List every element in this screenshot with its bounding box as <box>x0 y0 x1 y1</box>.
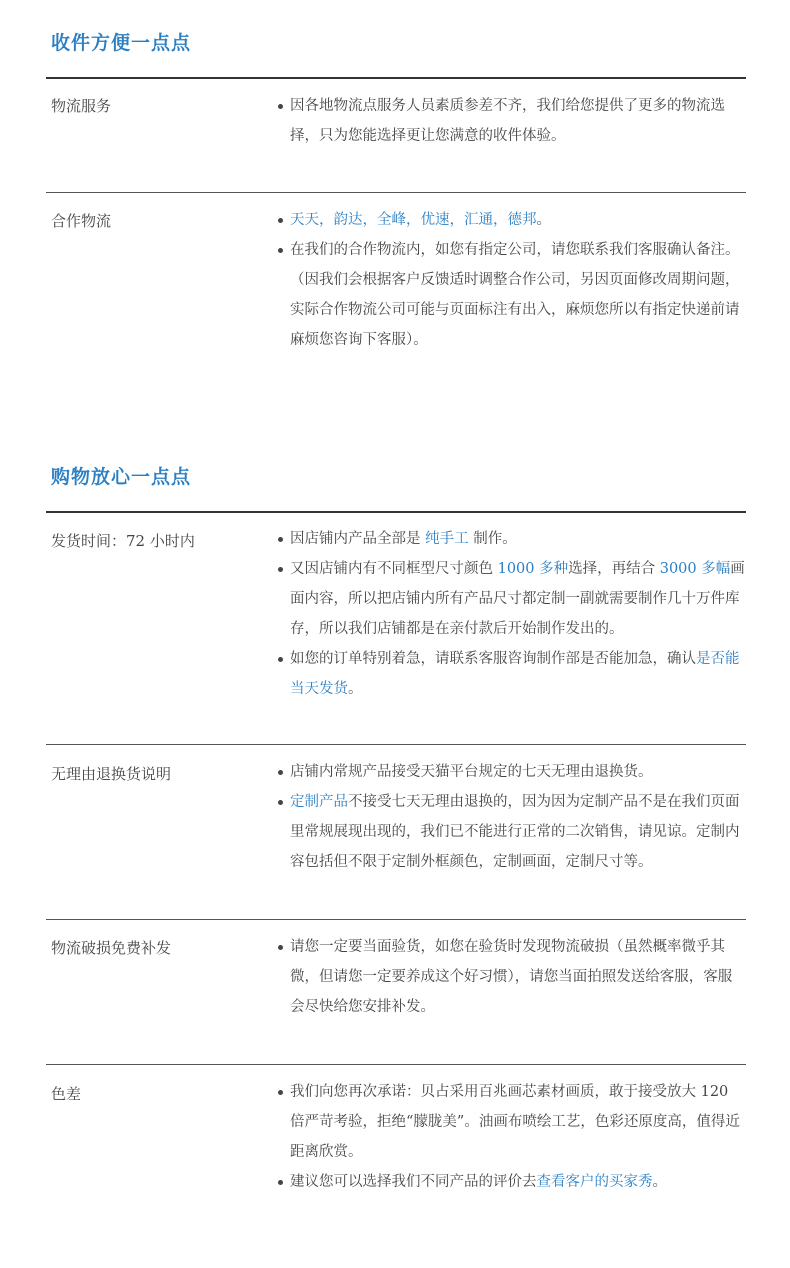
bullet-text: 如您的订单特别着急，请联系客服咨询制作部是否能加急，确认 <box>290 651 696 667</box>
bullet-text: 店铺内常规产品接受天猫平台规定的七天无理由退换货。 <box>290 764 653 780</box>
row-body <box>276 1077 746 1197</box>
list-item <box>276 91 746 151</box>
list-item <box>276 524 746 554</box>
list-item <box>276 757 746 787</box>
row-divider <box>46 192 746 193</box>
section-title-delivery: 收件方便一点点 <box>51 32 192 54</box>
row-divider <box>46 744 746 745</box>
row-label: 合作物流 <box>51 212 112 230</box>
bullet-text: 选择，再结合 <box>568 561 660 577</box>
list-item <box>276 932 746 1022</box>
bullet-text: 画面内容，所以把店铺内所有产品尺寸都定制一副就需要制作几十万件库存，所以我们店铺都是在亲付款后开始制作发出的。 <box>290 561 745 637</box>
bullet-text: 建议您可以选择我们不同产品的评价去 <box>290 1174 537 1190</box>
row-label: 发货时间：72 小时内 <box>51 532 195 550</box>
bullet-text: 因各地物流点服务人员素质参差不齐，我们给您提供了更多的物流选择，只为您能选择更让您满意的收件体验。 <box>290 98 725 144</box>
highlight-custom-product: 定制产品 <box>290 794 348 810</box>
row-label: 物流破损免费补发 <box>51 939 172 957</box>
section-title-shopping: 购物放心一点点 <box>51 466 192 488</box>
row-label: 色差 <box>51 1085 82 1103</box>
bullet-text: 。 <box>652 1174 667 1190</box>
bullet-text: 。 <box>348 681 363 697</box>
row-body <box>276 524 746 704</box>
row-body <box>276 205 746 355</box>
row-label: 物流服务 <box>51 97 112 115</box>
row-divider <box>46 1064 746 1065</box>
bullet-text: 制作。 <box>468 531 517 547</box>
highlight-picture-count: 3000 多幅 <box>659 561 731 577</box>
section-divider <box>46 511 746 513</box>
list-item <box>276 235 746 355</box>
list-item <box>276 1167 746 1197</box>
list-item <box>276 644 746 704</box>
bullet-text: 又因店铺内有不同框型尺寸颜色 <box>290 561 498 577</box>
row-body <box>276 757 746 877</box>
list-item <box>276 205 746 235</box>
list-item <box>276 1077 746 1167</box>
list-item <box>276 787 746 877</box>
section-divider <box>46 77 746 79</box>
highlight-frame-count: 1000 多种 <box>497 561 569 577</box>
bullet-text: 。 <box>536 212 551 228</box>
row-body <box>276 91 746 151</box>
row-divider <box>46 919 746 920</box>
highlight-handmade: 纯手工 <box>425 531 469 547</box>
row-label: 无理由退换货说明 <box>51 765 172 783</box>
highlight-same-day: 是否能当天发货 <box>290 651 740 697</box>
row-body <box>276 932 746 1022</box>
bullet-text: 不接受七天无理由退换的，因为因为定制产品不是在我们页面里常规展现出现的，我们已不能进行正常的二次销售，请见谅。定制内容包括但不限于定制外框颜色，定制画面，定制尺寸等。 <box>290 794 740 870</box>
courier-list: 天天，韵达，全峰，优速，汇通，德邦 <box>290 212 537 228</box>
bullet-text: 我们向您再次承诺：贝占采用百兆画芯素材画质，敢于接受放大 120 倍严苛考验，拒绝“朦胧美”。油画布喷绘工艺，色彩还原度高，值得近距离欣赏。 <box>290 1084 740 1160</box>
bullet-text: 请您一定要当面验货，如您在验货时发现物流破损（虽然概率微乎其微，但请您一定要养成这个好习惯），请您当面拍照发送给客服，客服会尽快给您安排补发。 <box>290 939 733 1015</box>
bullet-text: 因店铺内产品全部是 <box>290 531 426 547</box>
buyer-show-link[interactable]: 查看客户的买家秀 <box>536 1174 653 1190</box>
list-item <box>276 554 746 644</box>
bullet-text: 在我们的合作物流内，如您有指定公司，请您联系我们客服确认备注。（因我们会根据客户反馈适时调整合作公司，另因页面修改周期问题，实际合作物流公司可能与页面标注有出入，麻烦您所以有指定快递前请麻烦您咨询下客服）。 <box>290 242 740 348</box>
